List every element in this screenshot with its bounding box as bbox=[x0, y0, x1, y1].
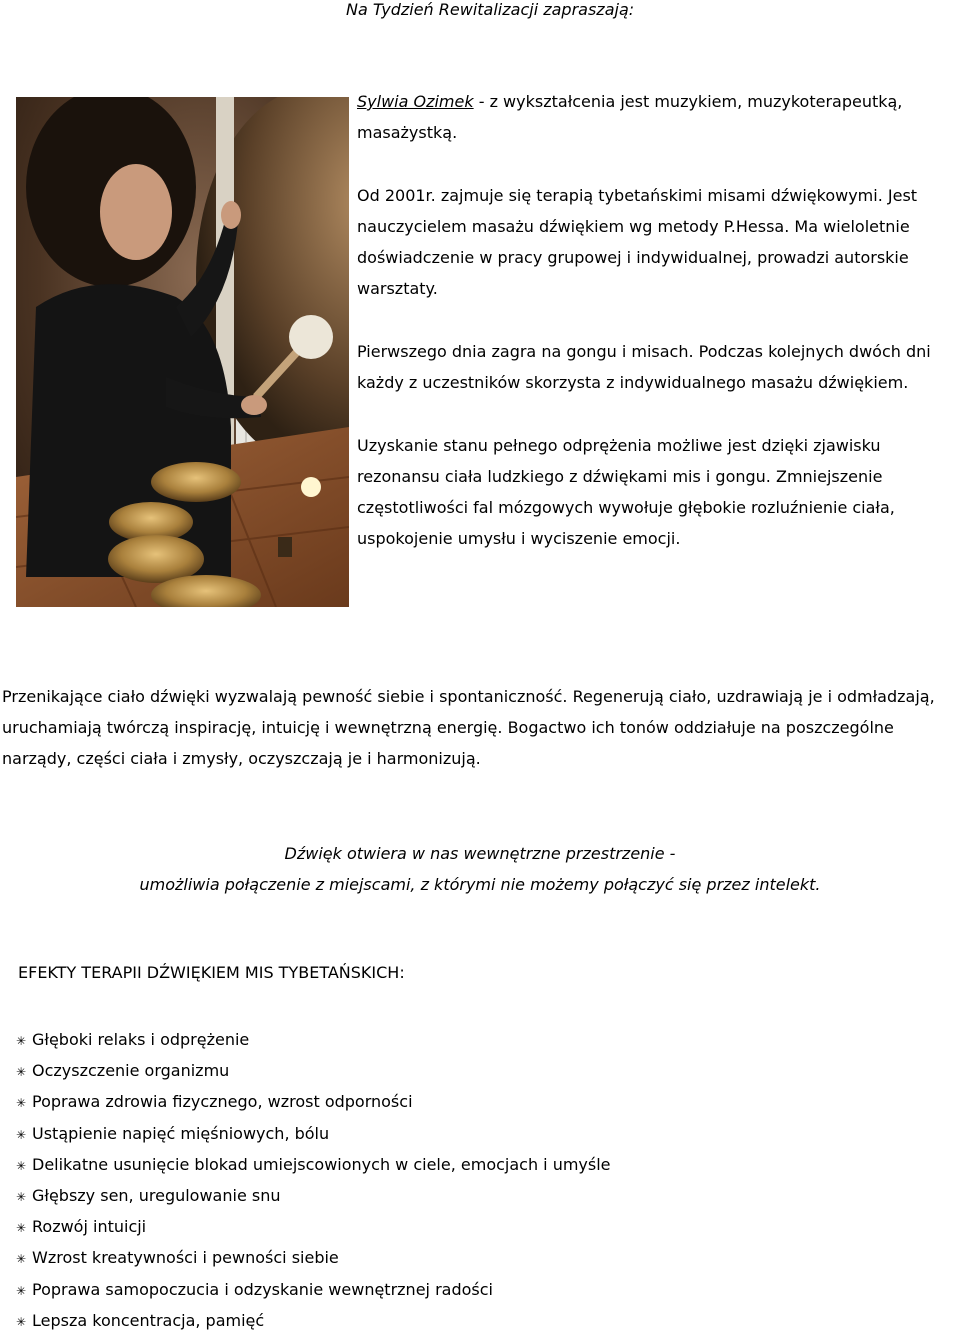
photo-image bbox=[16, 97, 349, 607]
list-item bbox=[16, 1149, 611, 1180]
asterisk-icon: ✳ bbox=[16, 1314, 27, 1329]
asterisk-icon: ✳ bbox=[16, 1158, 27, 1173]
quote-line-1: Dźwięk otwiera w nas wewnętrzne przestrzenie - bbox=[284, 844, 676, 863]
list-item bbox=[16, 1118, 611, 1149]
effect-label: Delikatne usunięcie blokad umiejscowionych w ciele, emocjach i umyśle bbox=[32, 1154, 611, 1174]
list-item bbox=[16, 1180, 611, 1211]
effect-label: Poprawa samopoczucia i odzyskanie wewnętrznej radości bbox=[32, 1279, 493, 1299]
effect-label: Poprawa zdrowia fizycznego, wzrost odporności bbox=[32, 1092, 413, 1112]
list-item bbox=[16, 1086, 611, 1117]
list-item bbox=[16, 1305, 611, 1336]
asterisk-icon: ✳ bbox=[16, 1221, 27, 1236]
bio-intro bbox=[357, 86, 960, 148]
effects-heading: EFEKTY TERAPII DŹWIĘKIEM MIS TYBETAŃSKICH: bbox=[18, 963, 405, 982]
bio-intro-text: - z wykształcenia jest muzykiem, muzykoterapeutką, masażystką. bbox=[357, 92, 903, 142]
asterisk-icon: ✳ bbox=[16, 1283, 27, 1298]
asterisk-icon: ✳ bbox=[16, 1189, 27, 1204]
asterisk-icon: ✳ bbox=[16, 1252, 27, 1267]
list-item bbox=[16, 1274, 611, 1305]
therapist-name: Sylwia Ozimek bbox=[357, 92, 474, 111]
effects-list bbox=[16, 1024, 611, 1336]
main-paragraph: Przenikające ciało dźwięki wyzwalają pewność siebie i spontaniczność. Regenerują ciało, uzdrawiają je i odmładzają, uruchamiają twórczą inspirację, intuicję i wewnętrzną energię. Bogactwo ich tonów oddziałuje na poszczególne narządy, części ciała i zmysły, oczyszczają je i harmonizują. bbox=[2, 687, 935, 768]
asterisk-icon: ✳ bbox=[16, 1096, 27, 1111]
asterisk-icon: ✳ bbox=[16, 1127, 27, 1142]
list-item bbox=[16, 1024, 611, 1055]
quote bbox=[0, 838, 960, 900]
quote-line-2: umożliwia połączenie z miejscami, z którymi nie możemy połączyć się przez intelekt. bbox=[139, 875, 821, 894]
list-item bbox=[16, 1242, 611, 1273]
effect-label: Wzrost kreatywności i pewności siebie bbox=[32, 1248, 339, 1268]
asterisk-icon: ✳ bbox=[16, 1034, 27, 1048]
list-item bbox=[16, 1211, 611, 1242]
bio-paragraph-3: Pierwszego dnia zagra na gongu i misach. Podczas kolejnych dwóch dni każdy z uczestników skorzysta z indywidualnego masażu dźwiękiem. bbox=[357, 342, 931, 392]
effect-label: Ustąpienie napięć mięśniowych, bólu bbox=[32, 1123, 330, 1143]
effect-label: Rozwój intuicji bbox=[32, 1217, 147, 1237]
bio-paragraph-2: Od 2001r. zajmuje się terapią tybetańskimi misami dźwiękowymi. Jest nauczycielem masażu dźwiękiem wg metody P.Hessa. Ma wieloletnie doświadczenie w pracy grupowej i indywidualnej, prowadzi autorskie warsztaty. bbox=[357, 186, 918, 298]
bio-paragraph-4: Uzyskanie stanu pełnego odprężenia możliwe jest dzięki zjawisku rezonansu ciała ludzkiego z dźwiękami mis i gongu. Zmniejszenie częstotliwości fal mózgowych wywołuje głębokie rozluźnienie ciała, uspokojenie umysłu i wyciszenie emocji. bbox=[357, 436, 895, 548]
effect-label: Oczyszczenie organizmu bbox=[32, 1061, 230, 1081]
therapist-photo bbox=[16, 97, 349, 607]
effect-label: Głębszy sen, uregulowanie snu bbox=[32, 1185, 281, 1205]
asterisk-icon: ✳ bbox=[16, 1065, 27, 1080]
effect-label: Lepsza koncentracja, pamięć bbox=[32, 1310, 265, 1330]
list-item bbox=[16, 1055, 611, 1086]
effect-label: Głęboki relaks i odprężenie bbox=[32, 1030, 250, 1049]
page-header: Na Tydzień Rewitalizacji zapraszają: bbox=[346, 0, 635, 19]
